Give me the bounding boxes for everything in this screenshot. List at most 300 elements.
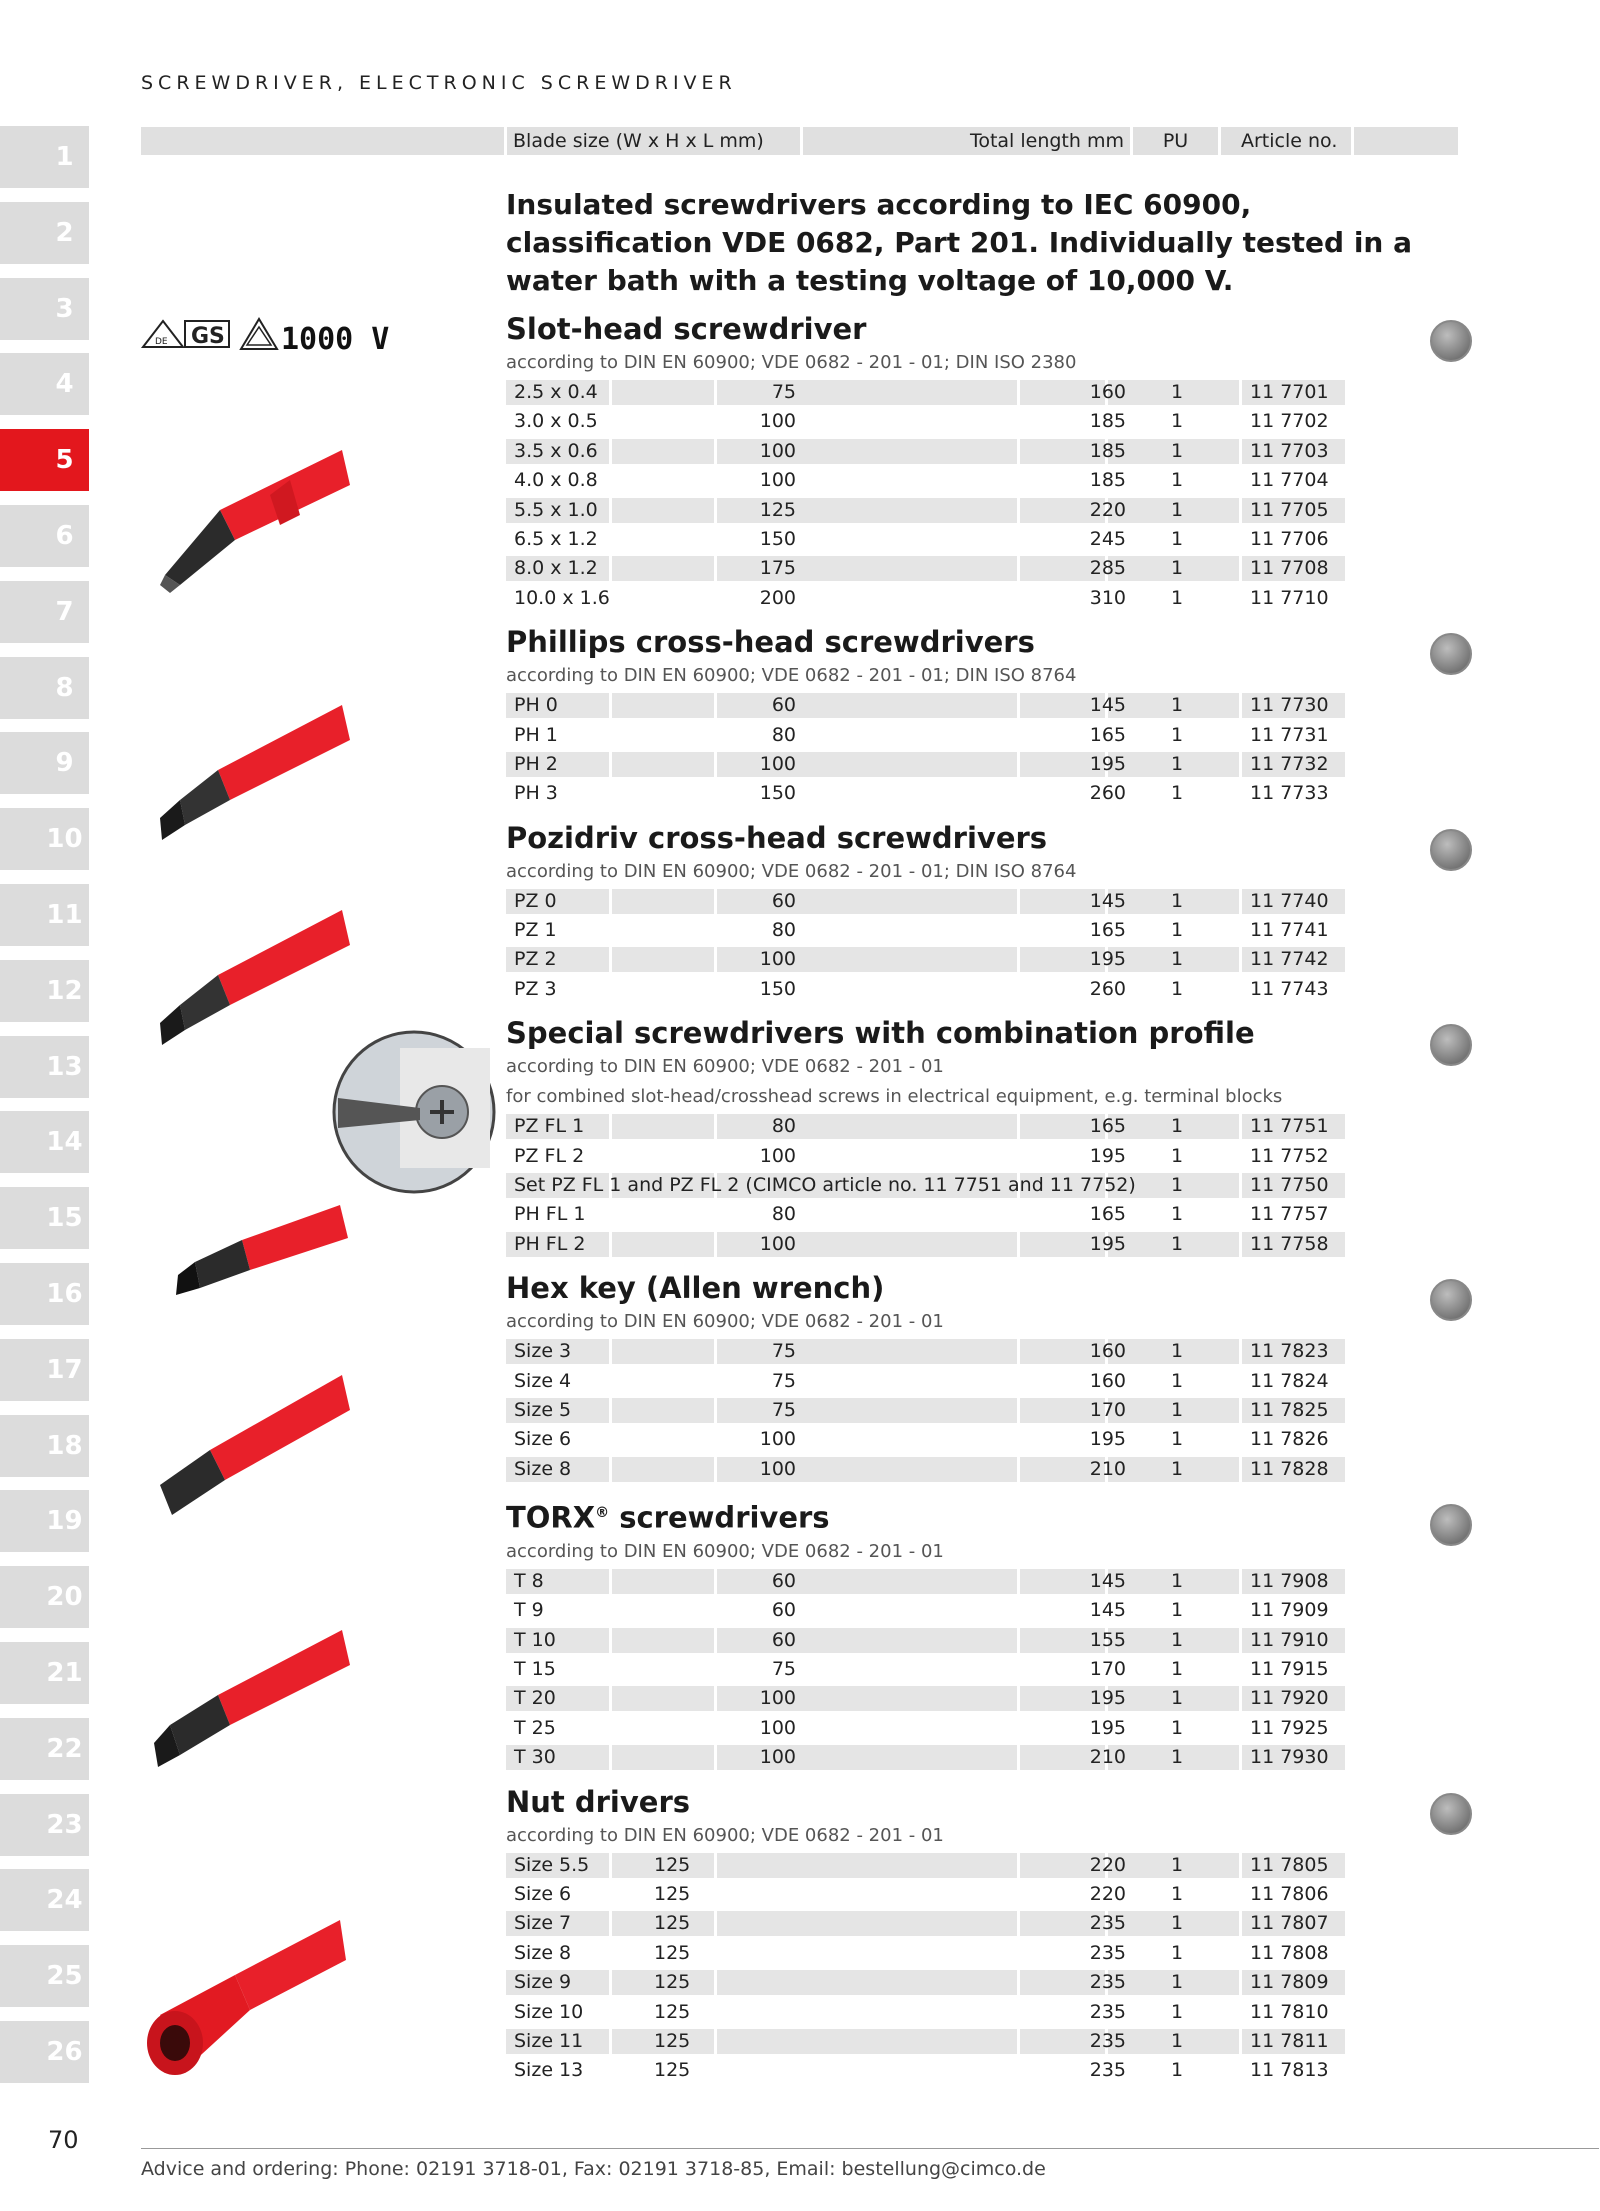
cell-size: PH 2 (514, 752, 558, 775)
cell-total-length: 220 (1089, 1882, 1126, 1905)
cell-total-length: 145 (1089, 889, 1126, 912)
chapter-tab-8[interactable]: 8 (0, 657, 89, 719)
cell-size: 5.5 x 1.0 (514, 498, 598, 521)
table-row (506, 496, 1458, 525)
cell-total-length: 195 (1089, 1232, 1126, 1255)
cell-size: PZ FL 2 (514, 1144, 585, 1167)
product-section (506, 623, 1458, 809)
table-row (506, 2027, 1458, 2056)
torx-screwdriver-image (150, 1625, 350, 1775)
slot-head-screwdriver-image (150, 445, 350, 595)
table-row (506, 721, 1458, 750)
table-row (506, 1230, 1458, 1259)
cell-blade: 80 (771, 723, 796, 746)
section-standard-note: according to DIN EN 60900; VDE 0682 - 201 - 01; DIN ISO 8764 (506, 665, 1077, 687)
cell-size: 3.0 x 0.5 (514, 410, 598, 433)
chapter-tab-7[interactable]: 7 (0, 581, 89, 643)
product-section (506, 1494, 1458, 1772)
cell-total-length: 235 (1089, 1941, 1126, 1964)
column-header-end (1354, 127, 1458, 155)
table-row (506, 1425, 1458, 1454)
cell-blade: 125 (654, 1971, 691, 1994)
cell-size: Size 8 (514, 1457, 572, 1480)
cell-total-length: 195 (1089, 1716, 1126, 1739)
cell-total-length: 245 (1089, 527, 1126, 550)
table-row (506, 887, 1458, 916)
cell-size: 8.0 x 1.2 (514, 557, 598, 580)
column-header-total: Total length mm (803, 127, 1130, 155)
chapter-tab-22[interactable]: 22 (0, 1718, 89, 1780)
cell-blade: 125 (654, 1941, 691, 1964)
cell-total-length: 195 (1089, 1428, 1126, 1451)
section-title: TORX® screwdrivers (506, 1500, 830, 1535)
cell-article-no: 11 7823 (1250, 1340, 1329, 1363)
cell-total-length: 195 (1089, 1687, 1126, 1710)
phillips-screwdriver-image (150, 700, 350, 850)
cell-article-no: 11 7750 (1250, 1174, 1329, 1197)
cell-blade: 60 (771, 889, 796, 912)
slot-head-screw-icon (1430, 320, 1472, 362)
cell-size: 2.5 x 0.4 (514, 381, 598, 403)
product-section (506, 1783, 1458, 2086)
cell-blade: 60 (771, 694, 796, 717)
cell-pu: 1 (1171, 586, 1184, 609)
cell-pu: 1 (1171, 1912, 1184, 1935)
voltage-mark: 1000 V (281, 322, 390, 357)
cell-total-length: 185 (1089, 410, 1126, 433)
cell-blade: 75 (771, 1657, 796, 1680)
chapter-tab-6[interactable]: 6 (0, 505, 89, 567)
section-standard-note: according to DIN EN 60900; VDE 0682 - 201 - 01 (506, 1824, 944, 1846)
cell-size: PH FL 1 (514, 1203, 586, 1226)
cell-article-no: 11 7708 (1250, 557, 1329, 580)
cell-pu: 1 (1171, 1746, 1184, 1769)
table-row (506, 1200, 1458, 1229)
chapter-tab-20[interactable]: 20 (0, 1566, 89, 1628)
chapter-tab-17[interactable]: 17 (0, 1339, 89, 1401)
chapter-tab-3[interactable]: 3 (0, 278, 89, 340)
terminal-block-closeup-image (330, 1028, 498, 1196)
table-row (506, 1626, 1458, 1655)
chapter-tab-19[interactable]: 19 (0, 1490, 89, 1552)
cell-article-no: 11 7807 (1250, 1912, 1329, 1935)
cell-blade: 125 (654, 2029, 691, 2052)
cell-blade: 150 (759, 977, 796, 1000)
cell-size: PH 0 (514, 694, 558, 717)
cell-total-length: 195 (1089, 1144, 1126, 1167)
cell-blade: 100 (759, 1746, 796, 1769)
cell-article-no: 11 7703 (1250, 439, 1329, 462)
cell-total-length: 195 (1089, 752, 1126, 775)
table-row (506, 945, 1458, 974)
cell-blade: 125 (654, 2059, 691, 2082)
cell-blade: 150 (759, 782, 796, 805)
cell-total-length: 210 (1089, 1457, 1126, 1480)
table-row (506, 975, 1458, 1004)
cell-size: 3.5 x 0.6 (514, 439, 598, 462)
intro-heading: Insulated screwdrivers according to IEC 60900, classification VDE 0682, Part 201. Individually tested in a water bath with a testing voltage of 10,000 V. (506, 188, 1412, 297)
pozidriv-screwdriver-image (150, 905, 350, 1055)
cell-size: T 15 (514, 1657, 556, 1680)
cell-pu: 1 (1171, 1569, 1184, 1592)
hex-nut-icon (1430, 1793, 1472, 1835)
cell-article-no: 11 7740 (1250, 889, 1329, 912)
cell-total-length: 170 (1089, 1657, 1126, 1680)
cell-pu: 1 (1171, 1174, 1184, 1197)
cell-size: Size 8 (514, 1941, 572, 1964)
cell-blade: 200 (759, 586, 796, 609)
cell-pu: 1 (1171, 723, 1184, 746)
hex-key-screwdriver-image (150, 1370, 350, 1520)
product-section (506, 1269, 1458, 1484)
table-row (506, 691, 1458, 720)
chapter-tab-18[interactable]: 18 (0, 1415, 89, 1477)
cell-article-no: 11 7825 (1250, 1398, 1329, 1421)
cell-pu: 1 (1171, 2000, 1184, 2023)
cell-pu: 1 (1171, 948, 1184, 971)
chapter-tab-15[interactable]: 15 (0, 1187, 89, 1249)
cell-size: 10.0 x 1.6 (514, 586, 610, 609)
chapter-tab-26[interactable]: 26 (0, 2021, 89, 2083)
cell-blade: 100 (759, 1232, 796, 1255)
cell-article-no: 11 7920 (1250, 1687, 1329, 1710)
cell-article-no: 11 7908 (1250, 1569, 1329, 1592)
section-standard-note: according to DIN EN 60900; VDE 0682 - 201 - 01 (506, 1311, 944, 1333)
cell-blade: 80 (771, 1115, 796, 1138)
cell-article-no: 11 7915 (1250, 1657, 1329, 1680)
cell-size: PZ 1 (514, 919, 557, 942)
cell-article-no: 11 7909 (1250, 1599, 1329, 1622)
cell-blade: 75 (771, 381, 796, 403)
cell-size: T 25 (514, 1716, 556, 1739)
cell-article-no: 11 7910 (1250, 1628, 1329, 1651)
table-row (506, 1743, 1458, 1772)
cell-total-length: 220 (1089, 498, 1126, 521)
cell-article-no: 11 7805 (1250, 1853, 1329, 1876)
cell-size: T 30 (514, 1746, 556, 1769)
chapter-tab-21[interactable]: 21 (0, 1642, 89, 1704)
chapter-tab-25[interactable]: 25 (0, 1945, 89, 2007)
cell-article-no: 11 7758 (1250, 1232, 1329, 1255)
chapter-tab-10[interactable]: 10 (0, 808, 89, 870)
torx-screw-icon (1430, 1504, 1472, 1546)
cell-size: PZ 2 (514, 948, 557, 971)
section-title: Slot-head screwdriver (506, 312, 867, 346)
cell-blade: 60 (771, 1569, 796, 1592)
cell-size: Set PZ FL 1 and PZ FL 2 (CIMCO article no. 11 7751 and 11 7752) (514, 1174, 1136, 1197)
page-number: 70 (48, 2126, 79, 2154)
cell-size: Size 11 (514, 2029, 584, 2052)
chapter-tab-24[interactable]: 24 (0, 1869, 89, 1931)
table-row (506, 779, 1458, 808)
cell-article-no: 11 7808 (1250, 1941, 1329, 1964)
combination-screw-icon (1430, 1024, 1472, 1066)
cell-article-no: 11 7704 (1250, 469, 1329, 492)
cell-total-length: 195 (1089, 948, 1126, 971)
cell-size: Size 6 (514, 1882, 572, 1905)
cell-size: Size 7 (514, 1912, 572, 1935)
cell-total-length: 310 (1089, 586, 1126, 609)
table-row (506, 1337, 1458, 1366)
chapter-tab-2[interactable]: 2 (0, 202, 89, 264)
cell-blade: 75 (771, 1398, 796, 1421)
de-mark: DE (155, 337, 168, 347)
cell-pu: 1 (1171, 1115, 1184, 1138)
cell-article-no: 11 7751 (1250, 1115, 1329, 1138)
cell-pu: 1 (1171, 2059, 1184, 2082)
cell-pu: 1 (1171, 694, 1184, 717)
cell-article-no: 11 7824 (1250, 1369, 1329, 1392)
cell-size: Size 6 (514, 1428, 572, 1451)
cell-size: Size 9 (514, 1971, 572, 1994)
cell-pu: 1 (1171, 1941, 1184, 1964)
table-row (506, 1367, 1458, 1396)
chapter-tab-13[interactable]: 13 (0, 1036, 89, 1098)
nut-driver-image (140, 1915, 350, 2085)
cell-total-length: 160 (1089, 381, 1126, 403)
cell-total-length: 235 (1089, 1912, 1126, 1935)
cell-total-length: 260 (1089, 782, 1126, 805)
table-row (506, 1968, 1458, 1997)
table-row (506, 1567, 1458, 1596)
cell-pu: 1 (1171, 1882, 1184, 1905)
product-section (506, 1014, 1458, 1259)
cell-article-no: 11 7706 (1250, 527, 1329, 550)
cell-total-length: 235 (1089, 2059, 1126, 2082)
product-sections (506, 310, 1458, 2086)
cell-pu: 1 (1171, 2029, 1184, 2052)
cell-blade: 100 (759, 948, 796, 971)
product-section (506, 310, 1458, 613)
cell-article-no: 11 7809 (1250, 1971, 1329, 1994)
cell-pu: 1 (1171, 557, 1184, 580)
chapter-tab-9[interactable]: 9 (0, 732, 89, 794)
cell-blade: 100 (759, 1457, 796, 1480)
cell-blade: 175 (759, 557, 796, 580)
cell-blade: 80 (771, 1203, 796, 1226)
cell-article-no: 11 7731 (1250, 723, 1329, 746)
cell-total-length: 185 (1089, 439, 1126, 462)
cell-blade: 60 (771, 1628, 796, 1651)
section-standard-note: according to DIN EN 60900; VDE 0682 - 201 - 01 (506, 1056, 944, 1078)
cell-article-no: 11 7810 (1250, 2000, 1329, 2023)
cell-total-length: 160 (1089, 1340, 1126, 1363)
cell-pu: 1 (1171, 527, 1184, 550)
cell-total-length: 185 (1089, 469, 1126, 492)
footer-contact: Advice and ordering: Phone: 02191 3718-01, Fax: 02191 3718-85, Email: bestellung@cimco.de (141, 2158, 1046, 2180)
cell-size: T 20 (514, 1687, 556, 1710)
cell-blade: 125 (654, 1912, 691, 1935)
cell-total-length: 155 (1089, 1628, 1126, 1651)
cell-total-length: 285 (1089, 557, 1126, 580)
cell-pu: 1 (1171, 469, 1184, 492)
cell-size: Size 5 (514, 1398, 572, 1421)
section-standard-note: according to DIN EN 60900; VDE 0682 - 201 - 01; DIN ISO 8764 (506, 860, 1077, 882)
cell-pu: 1 (1171, 1340, 1184, 1363)
combination-screwdriver-image (170, 1200, 350, 1310)
cell-blade: 150 (759, 527, 796, 550)
cell-pu: 1 (1171, 1428, 1184, 1451)
cell-total-length: 235 (1089, 2029, 1126, 2052)
cell-total-length: 235 (1089, 1971, 1126, 1994)
cell-article-no: 11 7752 (1250, 1144, 1329, 1167)
cell-blade: 80 (771, 919, 796, 942)
cell-total-length: 235 (1089, 2000, 1126, 2023)
table-row (506, 1396, 1458, 1425)
cell-article-no: 11 7732 (1250, 752, 1329, 775)
gs-mark: GS (191, 324, 225, 349)
cell-blade: 100 (759, 439, 796, 462)
column-header-blank (141, 127, 504, 155)
chapter-tab-4[interactable]: 4 (0, 353, 89, 415)
cell-article-no: 11 7925 (1250, 1716, 1329, 1739)
cell-pu: 1 (1171, 381, 1184, 403)
cell-size: PH 1 (514, 723, 558, 746)
cell-total-length: 145 (1089, 1569, 1126, 1592)
table-row (506, 437, 1458, 466)
cell-pu: 1 (1171, 1144, 1184, 1167)
cell-article-no: 11 7730 (1250, 694, 1329, 717)
cell-size: Size 10 (514, 2000, 584, 2023)
cell-size: PZ FL 1 (514, 1115, 585, 1138)
cell-size: Size 3 (514, 1340, 572, 1363)
table-row (506, 554, 1458, 583)
cell-total-length: 165 (1089, 1203, 1126, 1226)
product-catalog-content (506, 186, 1458, 2086)
chapter-tab-23[interactable]: 23 (0, 1794, 89, 1856)
cell-blade: 125 (759, 498, 796, 521)
cell-total-length: 210 (1089, 1746, 1126, 1769)
cell-pu: 1 (1171, 1853, 1184, 1876)
table-row (506, 1851, 1458, 1880)
certification-logos (141, 313, 390, 357)
cell-pu: 1 (1171, 1369, 1184, 1392)
cell-pu: 1 (1171, 410, 1184, 433)
column-header-article: Article no. (1221, 127, 1351, 155)
cell-total-length: 220 (1089, 1853, 1126, 1876)
table-row (506, 1455, 1458, 1484)
chapter-tab-16[interactable]: 16 (0, 1263, 89, 1325)
cell-size: PH 3 (514, 782, 558, 805)
cell-pu: 1 (1171, 919, 1184, 942)
cell-pu: 1 (1171, 752, 1184, 775)
cell-article-no: 11 7705 (1250, 498, 1329, 521)
cell-blade: 100 (759, 469, 796, 492)
cell-blade: 75 (771, 1340, 796, 1363)
pozidriv-screw-icon (1430, 829, 1472, 871)
cell-pu: 1 (1171, 1457, 1184, 1480)
cell-article-no: 11 7741 (1250, 919, 1329, 942)
table-row (506, 1596, 1458, 1625)
cell-size: T 8 (514, 1569, 544, 1592)
cell-article-no: 11 7733 (1250, 782, 1329, 805)
cell-total-length: 165 (1089, 1115, 1126, 1138)
cell-size: PZ 3 (514, 977, 557, 1000)
cell-pu: 1 (1171, 439, 1184, 462)
cell-article-no: 11 7757 (1250, 1203, 1329, 1226)
section-standard-note: according to DIN EN 60900; VDE 0682 - 201 - 01; DIN ISO 2380 (506, 352, 1077, 373)
cell-blade: 75 (771, 1369, 796, 1392)
cell-pu: 1 (1171, 782, 1184, 805)
cell-article-no: 11 7813 (1250, 2059, 1329, 2082)
section-standard-note: for combined slot-head/crosshead screws in electrical equipment, e.g. terminal blocks (506, 1086, 1283, 1108)
cell-blade: 125 (654, 2000, 691, 2023)
table-row (506, 1909, 1458, 1938)
cell-article-no: 11 7701 (1250, 381, 1329, 403)
cell-total-length: 145 (1089, 1599, 1126, 1622)
cell-article-no: 11 7828 (1250, 1457, 1329, 1480)
chapter-tab-1[interactable]: 1 (0, 126, 89, 188)
chapter-tab-14[interactable]: 14 (0, 1111, 89, 1173)
table-row (506, 407, 1458, 436)
cell-size: 6.5 x 1.2 (514, 527, 598, 550)
cell-blade: 100 (759, 1716, 796, 1739)
table-row (506, 1684, 1458, 1713)
cell-blade: 100 (759, 410, 796, 433)
section-standard-note: according to DIN EN 60900; VDE 0682 - 201 - 01 (506, 1540, 944, 1562)
table-row (506, 584, 1458, 613)
cell-blade: 60 (771, 1599, 796, 1622)
cell-pu: 1 (1171, 1628, 1184, 1651)
footer-divider (141, 2148, 1599, 2149)
cell-article-no: 11 7742 (1250, 948, 1329, 971)
cell-total-length: 165 (1089, 919, 1126, 942)
cell-article-no: 11 7743 (1250, 977, 1329, 1000)
cell-pu: 1 (1171, 1232, 1184, 1255)
table-row (506, 525, 1458, 554)
cell-size: Size 4 (514, 1369, 572, 1392)
phillips-screw-icon (1430, 633, 1472, 675)
cell-article-no: 11 7826 (1250, 1428, 1329, 1451)
vde-gs-logo-icon (141, 313, 390, 357)
chapter-tab-11[interactable]: 11 (0, 884, 89, 946)
cell-size: PH FL 2 (514, 1232, 586, 1255)
cell-size: Size 13 (514, 2059, 584, 2082)
table-row (506, 916, 1458, 945)
cell-total-length: 170 (1089, 1398, 1126, 1421)
section-title: Nut drivers (506, 1784, 691, 1819)
cell-pu: 1 (1171, 1599, 1184, 1622)
section-title: Phillips cross-head screwdrivers (506, 625, 1035, 660)
table-row (506, 1939, 1458, 1968)
cell-size: 4.0 x 0.8 (514, 469, 598, 492)
cell-article-no: 11 7930 (1250, 1746, 1329, 1769)
chapter-tab-5[interactable]: 5 (0, 429, 89, 491)
cell-pu: 1 (1171, 889, 1184, 912)
table-row (506, 1142, 1458, 1171)
table-row (506, 1655, 1458, 1684)
column-header-pu: PU (1133, 127, 1218, 155)
cell-pu: 1 (1171, 1687, 1184, 1710)
table-row (506, 1112, 1458, 1141)
table-row (506, 1998, 1458, 2027)
table-row (506, 750, 1458, 779)
cell-pu: 1 (1171, 1203, 1184, 1226)
hex-socket-screw-icon (1430, 1279, 1472, 1321)
cell-total-length: 160 (1089, 1369, 1126, 1392)
table-row (506, 1880, 1458, 1909)
cell-article-no: 11 7811 (1250, 2029, 1329, 2052)
cell-article-no: 11 7806 (1250, 1882, 1329, 1905)
cell-pu: 1 (1171, 498, 1184, 521)
cell-blade: 100 (759, 752, 796, 775)
table-row (506, 466, 1458, 495)
cell-blade: 100 (759, 1428, 796, 1451)
chapter-tab-12[interactable]: 12 (0, 960, 89, 1022)
cell-article-no: 11 7710 (1250, 586, 1329, 609)
table-row (506, 1714, 1458, 1743)
cell-total-length: 260 (1089, 977, 1126, 1000)
